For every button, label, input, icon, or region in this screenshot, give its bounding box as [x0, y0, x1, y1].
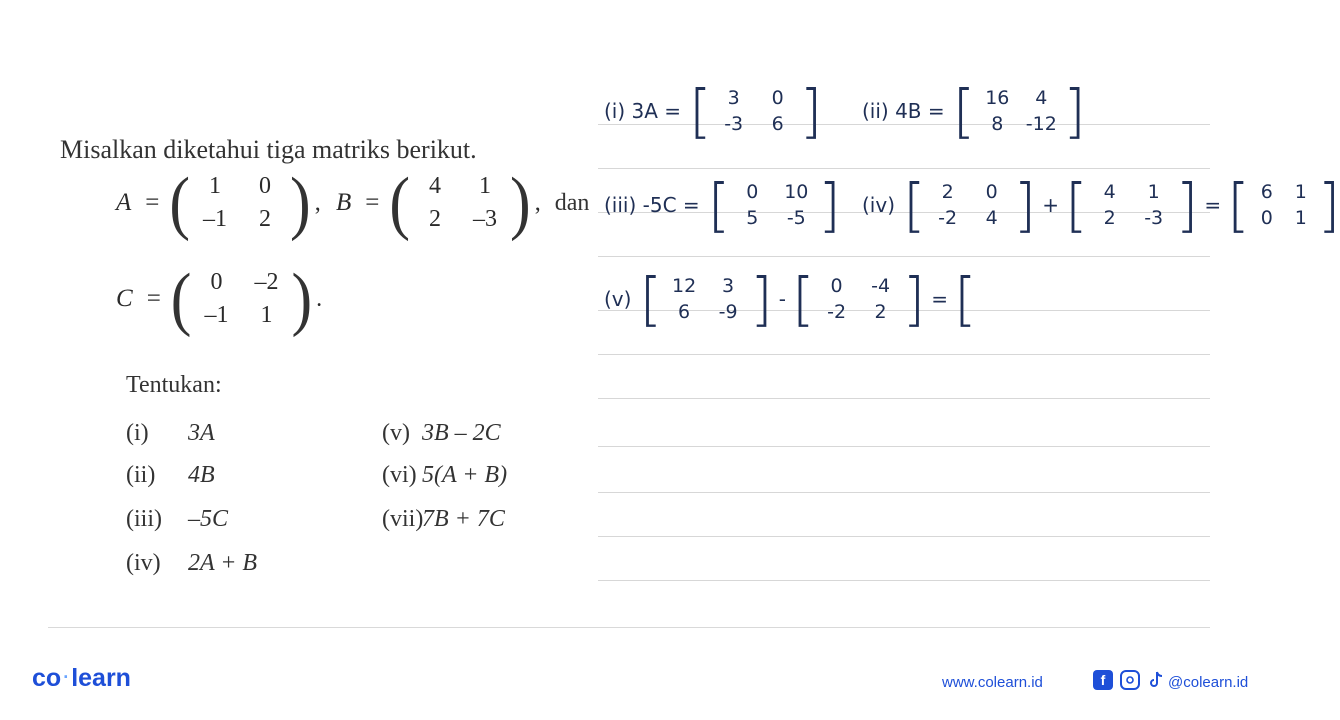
- solution-label: (iv): [862, 193, 895, 217]
- solution-matrix: [1088, 181, 1176, 229]
- left-bracket: [: [903, 171, 926, 239]
- matrix-b-cells: [410, 173, 510, 233]
- matrix-cell: 4: [985, 207, 998, 229]
- notebook-rule: [598, 354, 1210, 355]
- tiktok-icon[interactable]: [1146, 670, 1166, 690]
- matrix-a-cells: [190, 173, 290, 233]
- matrix-cell: –3: [473, 206, 498, 232]
- dan-word: dan: [554, 189, 590, 216]
- problem-intro: Misalkan diketahui tiga matriks berikut.: [60, 135, 477, 164]
- task-expression: 3A: [188, 420, 215, 446]
- left-bracket: [: [952, 77, 976, 145]
- solution-label: (v): [604, 287, 632, 311]
- matrix-cell: 1: [1147, 181, 1160, 203]
- left-bracket: [: [707, 171, 731, 239]
- matrix-cell: 1: [1294, 181, 1307, 203]
- task-expression: 7B + 7C: [422, 506, 505, 532]
- solution-ii: [862, 77, 1086, 145]
- logo-part: learn: [71, 664, 131, 692]
- matrix-cell: 0: [210, 269, 223, 295]
- facebook-icon[interactable]: f: [1093, 670, 1113, 690]
- task-number: (iv): [126, 550, 161, 576]
- equals-sign: =: [1204, 193, 1222, 217]
- matrix-cell: –2: [254, 269, 279, 295]
- solution-label: (iii) -5C =: [604, 193, 700, 217]
- left-paren: (: [389, 163, 411, 243]
- comma: ,: [534, 189, 541, 216]
- matrix-cell: 6: [1260, 181, 1273, 203]
- matrix-cell: 5: [746, 207, 759, 229]
- minus-sign: -: [778, 287, 786, 311]
- comma: ,: [314, 189, 321, 216]
- social-handle[interactable]: @colearn.id: [1168, 674, 1249, 691]
- left-bracket: [: [1227, 171, 1250, 239]
- solution-matrix: [712, 87, 800, 135]
- matrix-cell: 1: [209, 173, 222, 199]
- task-item: [126, 462, 215, 489]
- matrix-cell: 6: [678, 301, 691, 323]
- left-paren: (: [170, 259, 192, 339]
- matrix-cell: 4: [1035, 87, 1048, 109]
- left-bracket: [: [1065, 171, 1088, 239]
- matrix-cell: 2: [941, 181, 954, 203]
- matrix-c-label: C: [116, 285, 133, 312]
- task-number: (v): [382, 420, 410, 446]
- left-bracket: [: [689, 77, 712, 145]
- solution-iii: [604, 171, 841, 239]
- solution-matrix: [926, 181, 1014, 229]
- solution-iv: [862, 171, 1340, 239]
- matrix-c: [116, 259, 336, 339]
- task-number: (i): [126, 420, 149, 446]
- left-bracket: [: [954, 265, 977, 333]
- notebook-rule: [598, 580, 1210, 581]
- matrix-cell: 0: [830, 275, 843, 297]
- right-bracket: ]: [750, 265, 773, 333]
- matrix-cell: 0: [746, 181, 759, 203]
- matrix-cell: 2: [1103, 207, 1116, 229]
- task-expression: 4B: [188, 462, 215, 488]
- matrix-cell: 2: [259, 206, 272, 232]
- matrix-c-cells: [191, 269, 291, 329]
- matrix-cell: 6: [771, 113, 784, 135]
- matrix-cell: -12: [1025, 113, 1057, 135]
- colearn-logo: [32, 664, 131, 693]
- matrix-cell: 0: [771, 87, 784, 109]
- matrix-cell: 4: [1103, 181, 1116, 203]
- matrix-cell: -2: [827, 301, 847, 323]
- matrix-cell: 3: [722, 275, 735, 297]
- right-bracket: ]: [818, 171, 841, 239]
- task-number: (vii): [382, 506, 424, 532]
- solution-i: [604, 77, 823, 145]
- solution-label: (i) 3A =: [604, 99, 682, 123]
- notebook-rule: [598, 536, 1210, 537]
- task-expression: 2A + B: [188, 550, 258, 576]
- logo-part: co: [32, 664, 62, 692]
- solution-matrix: [1250, 181, 1318, 229]
- left-bracket: [: [791, 265, 815, 333]
- equals-sign: =: [931, 287, 948, 311]
- matrix-cell: 10: [784, 181, 809, 203]
- right-bracket: ]: [799, 77, 823, 145]
- equals-sign: =: [365, 189, 380, 216]
- solution-label: (ii) 4B =: [862, 99, 945, 123]
- solution-matrix: [662, 275, 750, 323]
- right-paren: ): [290, 163, 311, 243]
- task-number: (ii): [126, 462, 156, 488]
- task-expression: 3B – 2C: [422, 420, 501, 446]
- matrix-cell: 3: [727, 87, 740, 109]
- solution-matrix: [730, 181, 818, 229]
- matrix-cell: 0: [259, 173, 272, 199]
- matrix-cell: 8: [991, 113, 1004, 135]
- solution-matrix: [815, 275, 903, 323]
- matrix-cell: 0: [1260, 207, 1273, 229]
- task-item: [126, 420, 215, 447]
- right-bracket: ]: [902, 265, 926, 333]
- period: .: [316, 285, 323, 312]
- matrix-cell: -5: [786, 207, 806, 229]
- task-number: (vi): [382, 462, 417, 488]
- tentukan-heading: Tentukan:: [126, 372, 222, 398]
- logo-dot: ·: [63, 667, 70, 687]
- matrix-cell: -3: [1144, 207, 1164, 229]
- right-bracket: ]: [1317, 171, 1340, 239]
- right-paren: ): [510, 163, 531, 243]
- equals-sign: =: [145, 189, 160, 216]
- left-bracket: [: [639, 265, 663, 333]
- task-item: [126, 506, 228, 533]
- left-paren: (: [169, 163, 191, 243]
- matrix-cell: 1: [1294, 207, 1307, 229]
- matrix-a: [116, 163, 335, 243]
- matrix-cell: 1: [479, 173, 492, 199]
- notebook-rule: [598, 492, 1210, 493]
- notebook-rule: [598, 446, 1210, 447]
- equals-sign: =: [146, 285, 161, 312]
- matrix-cell: 1: [260, 302, 273, 328]
- matrix-cell: 12: [672, 275, 697, 297]
- matrix-b-label: B: [336, 189, 352, 216]
- task-item: [382, 420, 501, 447]
- matrix-cell: –1: [204, 302, 229, 328]
- notebook-rule: [598, 398, 1210, 399]
- matrix-cell: -3: [724, 113, 744, 135]
- task-expression: 5(A + B): [422, 462, 508, 488]
- matrix-cell: –1: [203, 206, 228, 232]
- task-item: [126, 550, 257, 577]
- right-paren: ): [291, 259, 313, 339]
- task-number: (iii): [126, 506, 162, 532]
- notebook-rule: [598, 256, 1210, 257]
- right-bracket: ]: [1063, 77, 1086, 145]
- matrix-cell: 2: [429, 206, 442, 232]
- right-bracket: ]: [1175, 171, 1199, 239]
- task-expression: –5C: [188, 506, 229, 532]
- matrix-cell: 4: [429, 173, 442, 199]
- solution-v: [604, 265, 977, 333]
- website-link[interactable]: www.colearn.id: [942, 674, 1043, 691]
- matrix-cell: 0: [985, 181, 998, 203]
- matrix-cell: -4: [871, 275, 891, 297]
- right-bracket: ]: [1013, 171, 1037, 239]
- matrix-cell: 16: [985, 87, 1010, 109]
- plus-sign: +: [1042, 193, 1060, 217]
- matrix-b: [336, 163, 590, 243]
- task-item: [382, 506, 505, 533]
- solution-matrix: [975, 87, 1063, 135]
- notebook-rule: [598, 168, 1210, 169]
- instagram-icon[interactable]: [1120, 670, 1140, 690]
- task-item: [382, 462, 507, 489]
- matrix-cell: -9: [718, 301, 738, 323]
- matrix-cell: 2: [874, 301, 887, 323]
- footer-divider: [48, 627, 1210, 628]
- matrix-cell: -2: [938, 207, 958, 229]
- matrix-a-label: A: [116, 189, 132, 216]
